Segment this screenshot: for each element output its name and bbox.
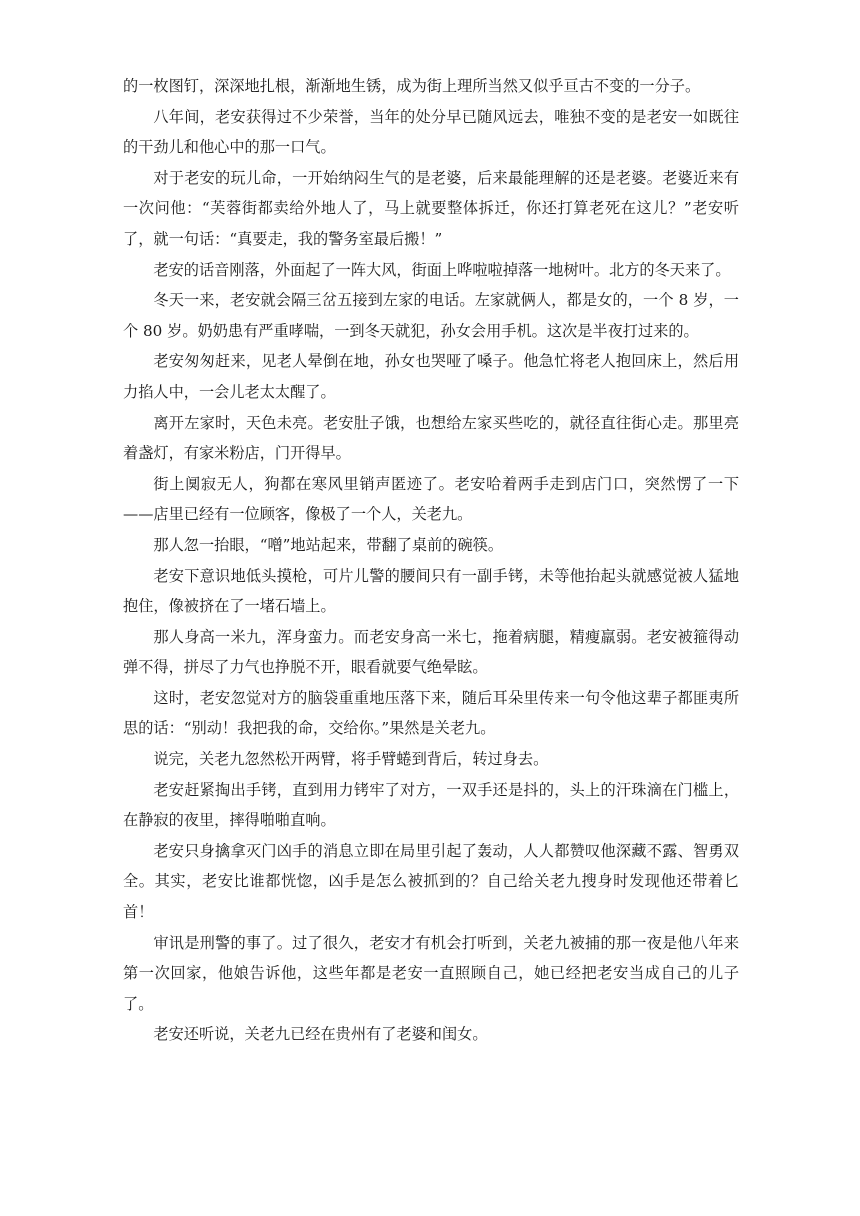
paragraph: 对于老安的玩儿命，一开始纳闷生气的是老婆，后来最能理解的还是老婆。老婆近来有一次问他：“芙蓉街都卖给外地人了，马上就要整体拆迁，你还打算老死在这儿？”老安听了，就一句话：“真要走，我的警务室最后搬！”	[123, 168, 739, 248]
paragraph: 街上阒寂无人，狗都在寒风里销声匿迹了。老安哈着两手走到店门口，突然愣了一下——店里已经有一位顾客，像极了一个人，关老九。	[123, 474, 739, 524]
paragraph: 离开左家时，天色未亮。老安肚子饿，也想给左家买些吃的，就径直往街心走。那里亮着盏灯，有家米粉店，门开得早。	[123, 413, 739, 463]
paragraph: 审讯是刑警的事了。过了很久，老安才有机会打听到，关老九被捕的那一夜是他八年来第一次回家，他娘告诉他，这些年都是老安一直照顾自己，她已经把老安当成自己的儿子了。	[123, 933, 739, 1013]
paragraph: 老安的话音刚落，外面起了一阵大风，街面上哗啦啦掉落一地树叶。北方的冬天来了。	[153, 260, 731, 279]
paragraph: 老安赶紧掏出手铐，直到用力铐牢了对方，一双手还是抖的，头上的汗珠滴在门槛上，在静寂的夜里，摔得啪啪直响。	[123, 780, 739, 830]
paragraph: 老安下意识地低头摸枪，可片儿警的腰间只有一副手铐，未等他抬起头就感觉被人猛地抱住，像被挤在了一堵石墙上。	[123, 566, 739, 616]
paragraph: 八年间，老安获得过不少荣誉，当年的处分早已随风远去，唯独不变的是老安一如既往的干劲儿和他心中的那一口气。	[123, 107, 739, 157]
paragraph: 老安匆匆赶来，见老人晕倒在地，孙女也哭哑了嗓子。他急忙将老人抱回床上，然后用力掐人中，一会儿老太太醒了。	[123, 352, 739, 401]
paragraph: 说完，关老九忽然松开两臂，将手臂蜷到背后，转过身去。	[153, 750, 549, 769]
paragraph: 的一枚图钉，深深地扎根，渐渐地生锈，成为街上理所当然又似乎亘古不变的一分子。	[123, 77, 701, 95]
document-body	[123, 71, 739, 1050]
paragraph: 这时，老安忽觉对方的脑袋重重地压落下来，随后耳朵里传来一句令他这辈子都匪夷所思的话：“别动！我把我的命，交给你。”果然是关老九。	[123, 688, 739, 738]
paragraph: 那人忽一抬眼，“噌”地站起来，带翻了桌前的碗筷。	[153, 535, 504, 554]
paragraph: 冬天一来，老安就会隔三岔五接到左家的电话。左家就俩人，都是女的，一个 8 岁，一个 80 岁。奶奶患有严重哮喘，一到冬天就犯，孙女会用手机。这次是半夜打过来的。	[123, 291, 739, 340]
paragraph: 老安还听说，关老九已经在贵州有了老婆和闺女。	[153, 1025, 488, 1044]
paragraph: 老安只身擒拿灭门凶手的消息立即在局里引起了轰动，人人都赞叹他深藏不露、智勇双全。其实，老安比谁都恍惚，凶手是怎么被抓到的？自己给关老九搜身时发现他还带着匕首！	[123, 841, 739, 922]
paragraph: 那人身高一米九，浑身蛮力。而老安身高一米七，拖着病腿，精瘦羸弱。老安被箍得动弹不得，拼尽了力气也挣脱不开，眼看就要气绝晕眩。	[123, 627, 739, 677]
